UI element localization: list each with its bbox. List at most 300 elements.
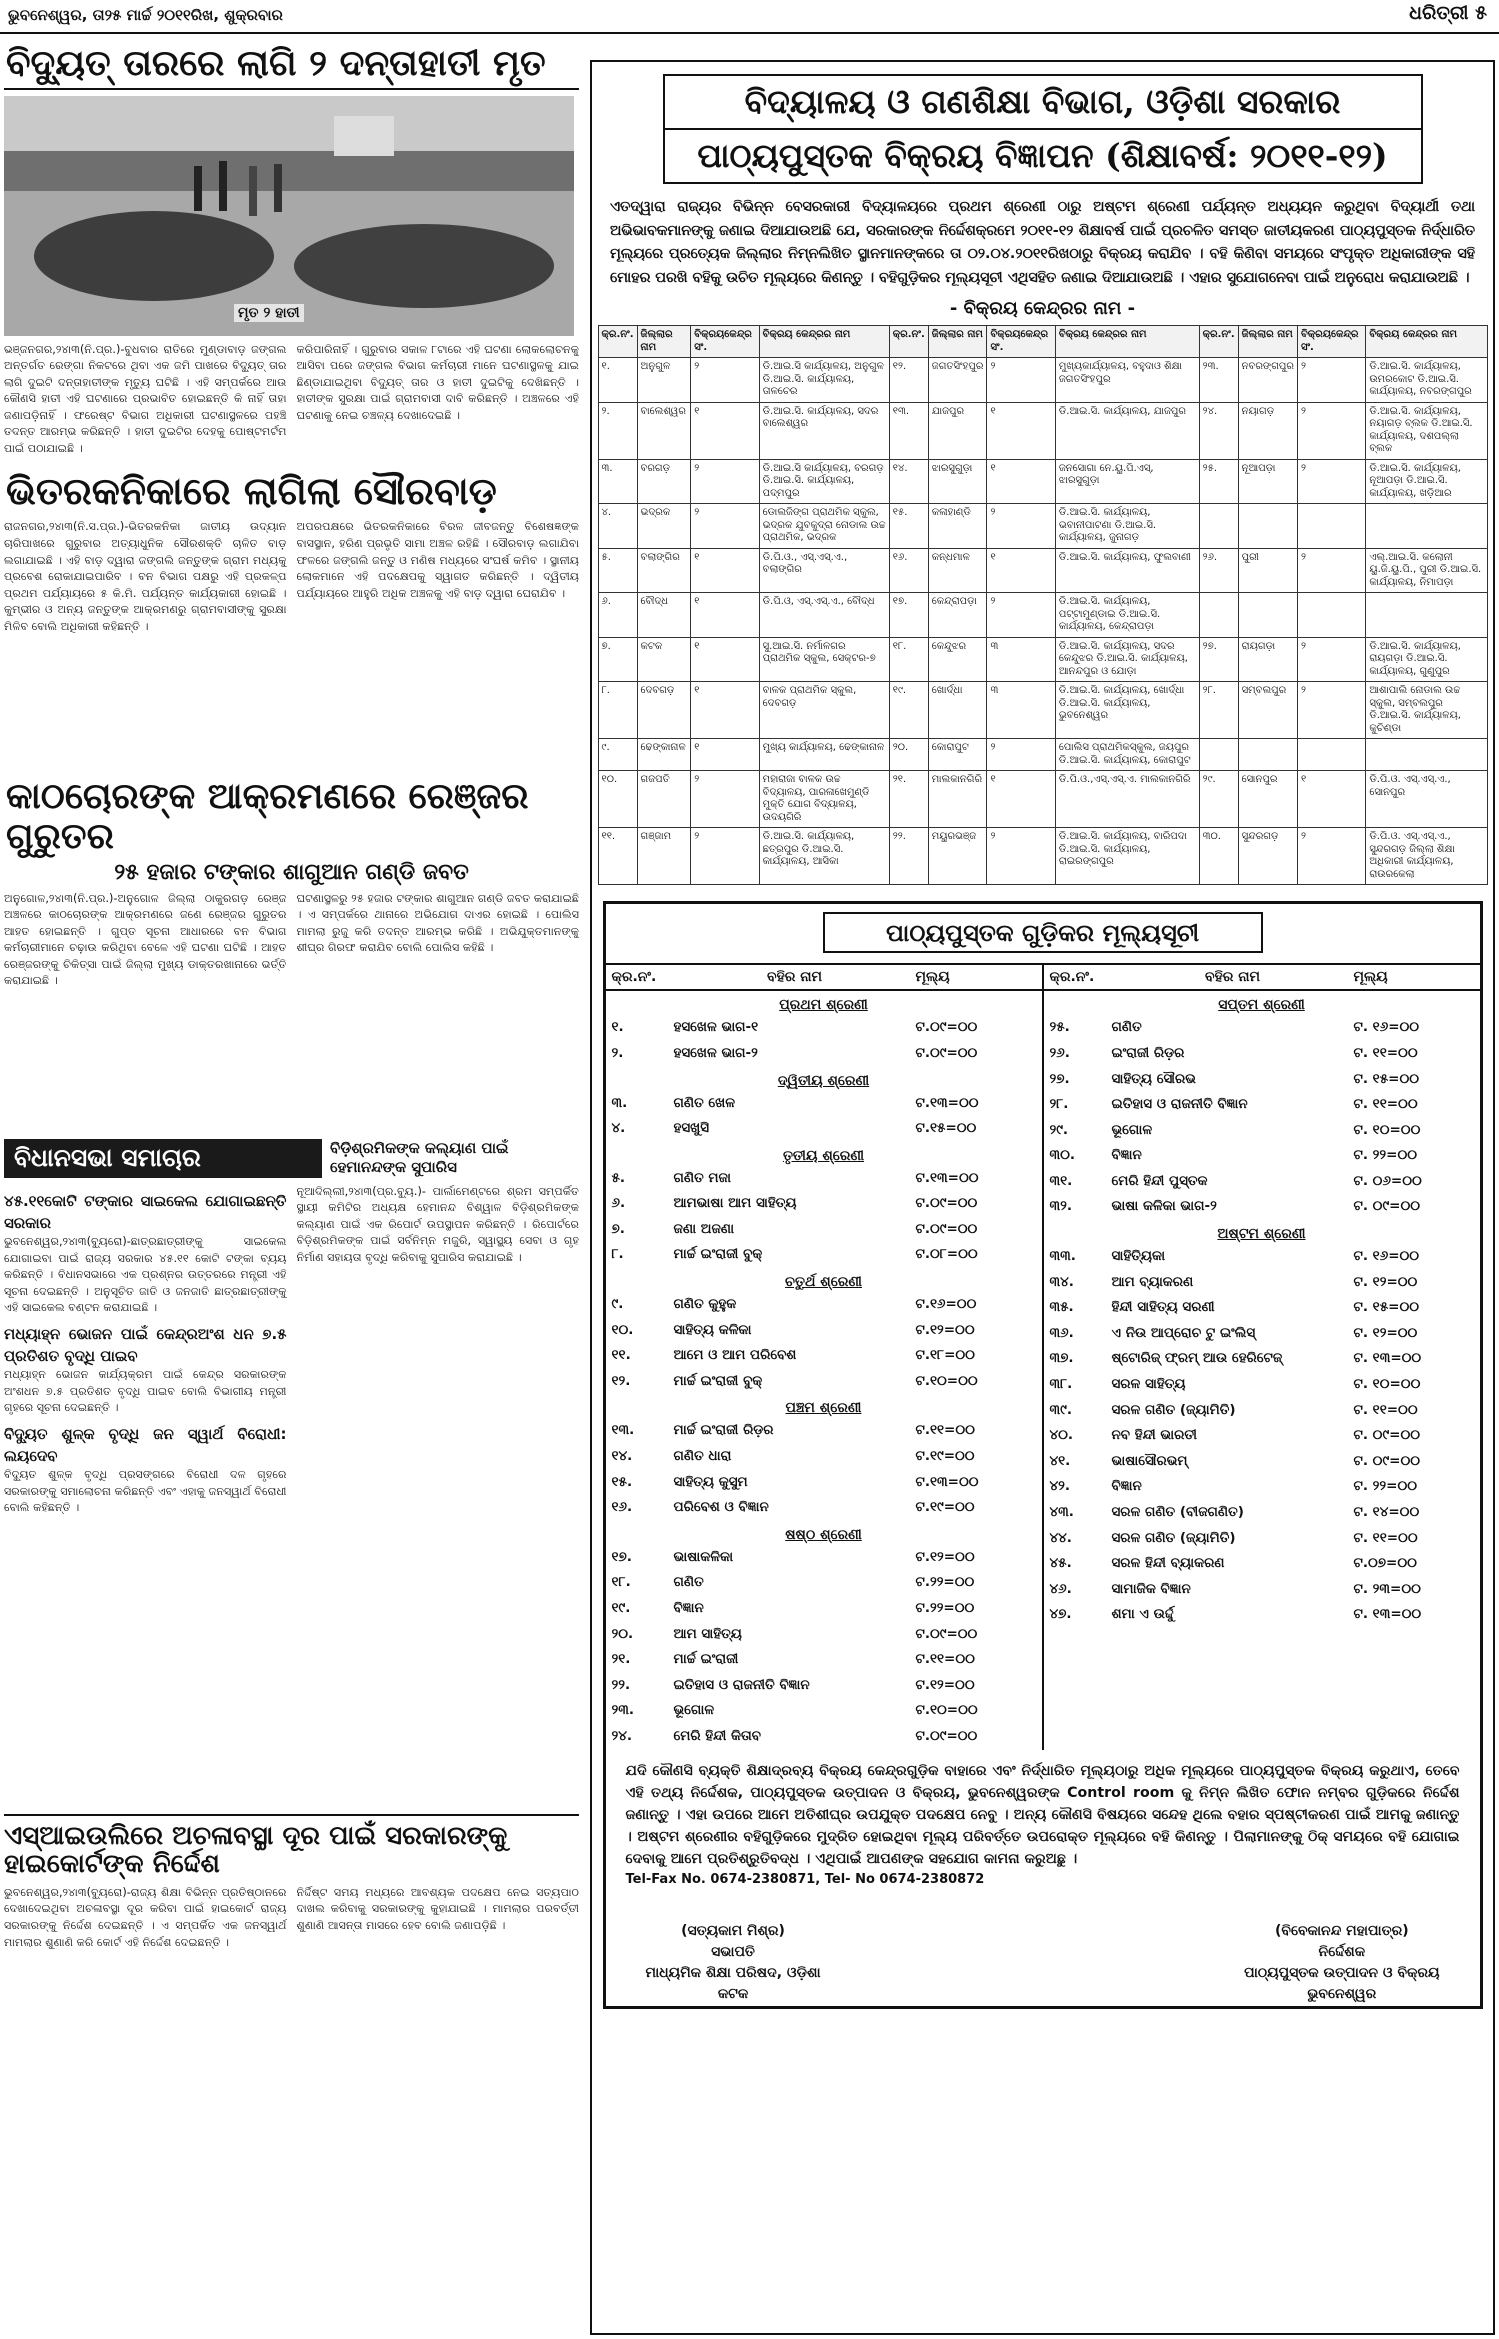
book-serial: ୯. — [611, 1296, 624, 1313]
book-name: ଷ୍ଟୋରିଜ୍ ଫ୍ରମ୍ ଆଉ ହେରିଟେଜ୍ — [1111, 1350, 1283, 1367]
table-cell: ବାଳକ ପ୍ରାଥମିକ ସ୍କୁଲ, ଦେବଗଡ଼ — [759, 682, 889, 739]
book-price: ଟ.୧୦=୦୦ — [915, 1702, 978, 1719]
table-cell — [1297, 504, 1365, 549]
price-row — [606, 1622, 1042, 1648]
table-cell: ମାଲକାନଗିରି — [928, 771, 987, 828]
table-cell: ୧ — [691, 402, 759, 459]
book-price: ଟ. ୧୧=୦୦ — [1353, 1044, 1418, 1061]
assembly-body — [4, 1184, 579, 1804]
book-serial: ୪୭. — [1049, 1606, 1072, 1623]
book-name: ବିଜ୍ଞାନ — [673, 1600, 704, 1616]
book-name: ଗଣିତ — [673, 1574, 704, 1591]
book-name: ସରଳ ସାହିତ୍ୟ — [1111, 1376, 1186, 1393]
price-row — [606, 1292, 1042, 1318]
assembly-sub2: ମଧ୍ୟାହ୍ନ ଭୋଜନ ପାଇଁ କେନ୍ଦ୍ରଅଂଶ ଧନ ୭.୫ ପ୍ରତିଶତ ବୃଦ୍ଧି ପାଇବ — [4, 1324, 287, 1366]
book-price: ଟ.୧୩=୦୦ — [915, 1169, 979, 1186]
book-name: ସାହିତ୍ୟ କୁସୁମ — [673, 1473, 748, 1490]
book-price: ଟ.୧୧=୦୦ — [915, 1422, 975, 1439]
table-cell: ବାଲେଶ୍ୱର — [637, 402, 691, 459]
book-serial: ୨୦. — [611, 1625, 634, 1642]
table-cell: ୨ — [987, 739, 1055, 771]
table-cell: ଗଜପତି — [637, 771, 691, 828]
book-serial: ୨୫. — [1049, 1019, 1070, 1036]
table-cell: ୨ — [1297, 637, 1365, 682]
story4-headline: ଏସ୍ଆଇଉଲିରେ ଅଚଳାବସ୍ଥା ଦୂର ପାଇଁ ସରକାରଙ୍କୁ ହାଇକୋର୍ଟଙ୍କ ନିର୍ଦ୍ଦେଶ — [4, 1814, 579, 1879]
table-cell: ୧ — [691, 593, 759, 638]
book-serial: ୧୩. — [611, 1422, 635, 1439]
ad-title-notice: ପାଠ୍ୟପୁସ୍ତକ ବିକ୍ରୟ ବିଜ୍ଞାପନ (ଶିକ୍ଷାବର୍ଷ: ୨୦୧୧-୧୨) — [697, 136, 1388, 175]
book-name: ଜଣା ଅଜଣା — [673, 1220, 735, 1237]
assembly-sub1: ୪୫.୧୧କୋଟି ଟଙ୍କାର ସାଇକେଲ ଯୋଗାଇଛନ୍ତି ସରକାର — [4, 1191, 287, 1232]
table-cell: ନୟାଗଡ଼ — [1238, 402, 1297, 459]
book-price: ଟ. ୨୩=୦୦ — [1353, 1580, 1421, 1597]
price-row — [606, 1217, 1042, 1243]
table-header-row — [598, 326, 1487, 358]
price-list-header — [606, 965, 1042, 991]
price-list — [606, 963, 1480, 1749]
book-serial: ୧୬. — [611, 1499, 633, 1516]
book-name: ସାମାଜିକ ବିଜ୍ଞାନ — [1111, 1580, 1191, 1597]
table-cell: ୭. — [598, 637, 637, 682]
table-cell: ୧. — [598, 358, 637, 403]
table-cell: ଢେଙ୍କାନାଳ — [637, 739, 691, 771]
paper-name-page: ଧରିତ୍ରୀ ୫ — [1409, 2, 1487, 24]
book-price: ଟ.୧୯=୦୦ — [915, 1499, 975, 1516]
table-cell: ଜନସୋଗା ନେ.ୟୁ.ପି.ଏସ୍, ଝାରସୁଗୁଡ଼ା — [1055, 459, 1199, 504]
book-serial: ୨୪. — [611, 1727, 633, 1744]
book-name: ଗଣିତ ମଜା — [673, 1169, 731, 1186]
table-cell: ୨୩. — [1199, 358, 1238, 403]
book-name: ଏ ନିଉ ଆପ୍ରୋଚ ଟୁ ଇଂଲିସ୍ — [1111, 1324, 1256, 1341]
price-list-header — [1044, 965, 1480, 991]
table-cell: ୩. — [598, 459, 637, 504]
book-serial: ୩୧. — [1049, 1172, 1073, 1189]
book-serial: ୪୧. — [1049, 1452, 1071, 1469]
table-cell: ମହାରାଜା ବାଳକ ଉଚ୍ଚ ବିଦ୍ୟାଳୟ, ପାରଳାଖେମୁଣ୍ଡି ମୁକ୍ତି ଯୋଗ ବିଦ୍ୟାଳୟ, ଉଦୟଗିରି — [759, 771, 889, 828]
story3-subheadline: ୨୫ ହଜାର ଟଙ୍କାର ଶାଗୁଆନ ଗଣ୍ଡି ଜବତ — [114, 858, 469, 885]
table-cell: ୧ — [987, 548, 1055, 593]
table-cell: ଡି.ପି.ଓ. ଏସ୍.ଏସ୍.ଏ., ସୁନ୍ଦରଗଡ଼ ଜିଲ୍ଲା ଶିକ୍ଷା ଅଧିକାରୀ କାର୍ଯ୍ୟାଳୟ, ରାଉରକେଲା — [1366, 828, 1487, 885]
table-cell: ୨୭. — [1199, 637, 1238, 682]
book-serial: ୪. — [611, 1120, 626, 1137]
assembly-banner: ବିଧାନସଭା ସମାଚାର — [4, 1139, 322, 1178]
story4-col2: ନିର୍ଦ୍ଦିଷ୍ଟ ସମୟ ମଧ୍ୟରେ ଆବଶ୍ୟକ ପଦକ୍ଷେପ ନେଇ ସତ୍ୟପାଠ ଦାଖଲ କରିବାକୁ ସରକାରଙ୍କୁ କୁହାଯାଇଛି । ମାମଲାର ପରବର୍ତ୍ତୀ ଶୁଣାଣି ଆସନ୍ତା ମାସରେ ହେବ ବୋଲି ଜଣାପଡ଼ିଛି । — [296, 1885, 579, 1932]
book-price: ଟ. ୧୧=୦୦ — [1353, 1401, 1418, 1418]
assembly-section — [4, 1139, 579, 1178]
book-name: ଗଣିତ ଖେଳ — [673, 1094, 736, 1111]
table-cell: ୨ — [691, 828, 759, 885]
book-serial: ୪୬. — [1049, 1580, 1072, 1597]
table-cell: ୨ — [691, 459, 759, 504]
table-cell: ପୁରୀ — [1238, 548, 1297, 593]
table-cell: ୨୬. — [1199, 548, 1238, 593]
table-cell: ମୟୁରଭଞ୍ଜ — [928, 828, 987, 885]
story2-body — [4, 519, 579, 769]
book-name: ଭୂଗୋଳ — [1111, 1121, 1153, 1138]
price-row — [606, 1570, 1042, 1596]
book-name: ବିଜ୍ଞାନ — [1111, 1478, 1142, 1495]
table-cell: କେନ୍ଦୁଝର — [928, 637, 987, 682]
price-row — [606, 1343, 1042, 1369]
book-price: ଟ.୨୨=୦୦ — [915, 1600, 975, 1616]
price-row — [1044, 1067, 1480, 1093]
class-heading: ଦ୍ୱିତୀୟ ଶ୍ରେଣୀ — [777, 1072, 870, 1089]
book-name: ସାହିତ୍ୟ ସୌରଭ — [1111, 1070, 1196, 1087]
contact-numbers: Tel-Fax No. 0674-2380871, Tel- No 0674-2380872 — [625, 1871, 985, 1887]
table-cell: ଡି.ଆଇ.ସି. କାର୍ଯ୍ୟାଳୟ, ସଦର କେନ୍ଦୁଝର ଡି.ଆଇ.ସି. କାର୍ଯ୍ୟାଳୟ, ଆନନ୍ଦପୁର ଓ ଯୋଡ଼ା — [1055, 637, 1199, 682]
book-name: ମାର୍ଚ୍ଚ ଇଂରାଜୀ ବୁକ୍ — [673, 1372, 763, 1389]
table-header-cell: ବିକ୍ରୟକେନ୍ଦ୍ର ସଂ. — [691, 326, 759, 358]
book-name: ମେରି ହିନ୍ଦୀ କିତାବ — [673, 1727, 761, 1744]
price-row — [606, 1470, 1042, 1496]
table-cell: ୨ — [987, 358, 1055, 403]
table-cell: ୨ — [1297, 459, 1365, 504]
price-row — [606, 1242, 1042, 1268]
book-name: ହସଖୁସି — [673, 1120, 710, 1137]
book-serial: ୮. — [611, 1246, 624, 1263]
assembly-text3: ମଧ୍ୟାହ୍ନ ଭୋଜନ କାର୍ଯ୍ୟକ୍ରମ ପାଇଁ କେନ୍ଦ୍ର ସରକାରଙ୍କ ଅଂଶଧନ ୭.୫ ପ୍ରତିଶତ ବୃଦ୍ଧି ପାଇବ ବୋଲି ବିଭାଗୀୟ ମନ୍ତ୍ରୀ ଗୃହରେ ସୂଚନା ଦେଇଛନ୍ତି । — [4, 1368, 287, 1415]
price-row — [1044, 1169, 1480, 1195]
price-row — [606, 1647, 1042, 1673]
price-row — [1044, 1449, 1480, 1475]
book-price: ଟ. ୧୩=୦୦ — [1353, 1606, 1422, 1623]
book-price: ଟ. ୧୧=୦୦ — [1353, 1096, 1418, 1113]
table-cell: ୨୮. — [1199, 682, 1238, 739]
news-column — [4, 40, 579, 2335]
table-cell: ଆଶାପାଲି ନୋଡାଲ ଉଚ୍ଚ ସ୍କୁଲ, ସମ୍ବଲପୁର ଡି.ଆଇ.ସି. କାର୍ଯ୍ୟାଳୟ, କୁଚିଣ୍ଡା — [1366, 682, 1487, 739]
book-name: ଇତିହାସ ଓ ରାଜନୀତି ବିଜ୍ଞାନ — [1111, 1096, 1248, 1113]
book-price: ଟ.୦୯=୦୦ — [915, 1220, 978, 1237]
book-name: ଆମଭାଷା ଆମ ସାହିତ୍ୟ — [673, 1195, 797, 1212]
table-cell: ୧ — [691, 739, 759, 771]
table-header-cell: ବିକ୍ରୟ କେନ୍ଦ୍ରର ନାମ — [1366, 326, 1487, 358]
book-serial: ୨୭. — [1049, 1070, 1070, 1087]
book-price: ଟ.୨୨=୦୦ — [915, 1574, 975, 1591]
book-serial: ୪୩. — [1049, 1504, 1074, 1520]
table-header-cell: କ୍ର.ନଂ. — [889, 326, 928, 358]
book-name: ଶମା ଏ ଉର୍ଦ୍ଦୁ — [1111, 1606, 1174, 1623]
table-cell — [1238, 739, 1297, 771]
table-cell: ୨ — [987, 504, 1055, 549]
book-serial: ୪୦. — [1049, 1427, 1074, 1444]
story1-body — [4, 342, 579, 460]
table-header-cell: ବିକ୍ରୟକେନ୍ଦ୍ର ସଂ. — [987, 326, 1055, 358]
book-serial: ୭. — [611, 1220, 625, 1237]
price-list-right — [1042, 965, 1480, 1749]
book-name: ସରଳ ହିନ୍ଦୀ ବ୍ୟାକରଣ — [1111, 1555, 1225, 1572]
book-name: ବିଜ୍ଞାନ — [1111, 1147, 1142, 1164]
table-header-cell: କ୍ର.ନଂ. — [598, 326, 637, 358]
price-row — [606, 1418, 1042, 1444]
book-price: ଟ.୧୨=୦୦ — [915, 1548, 975, 1565]
masthead — [0, 0, 1499, 34]
price-row — [1044, 1118, 1480, 1144]
price-row — [1044, 1398, 1480, 1424]
book-price: ଟ.୧୫=୦୦ — [915, 1120, 977, 1137]
table-cell: ୯. — [598, 739, 637, 771]
header-sl: କ୍ର.ନଂ. — [611, 969, 657, 986]
table-cell: ଡି.ଆଇ.ସି. କାର୍ଯ୍ୟାଳୟ, ରାୟଗଡ଼ା ଡି.ଆଇ.ସି. କାର୍ଯ୍ୟାଳୟ, ଗୁଣୁପୁର — [1366, 637, 1487, 682]
table-cell: ଡି.ଆଇ.ସି. କାର୍ଯ୍ୟାଳୟ, ପଟ୍ଟାମୁଣ୍ଡାଇ ଡି.ଆଇ.ସି. କାର୍ଯ୍ୟାଳୟ, କେନ୍ଦ୍ରାପଡ଼ା — [1055, 593, 1199, 638]
table-cell: ୨୨. — [889, 828, 928, 885]
class-heading: ଷଷ୍ଠ ଶ୍ରେଣୀ — [785, 1526, 862, 1543]
table-cell: ୧ — [987, 771, 1055, 828]
book-serial: ୩୫. — [1049, 1299, 1074, 1316]
table-row — [598, 504, 1487, 549]
book-name: ମାର୍ଚ୍ଚ ଇଂରାଜୀ ରିଡ଼ର — [673, 1422, 774, 1439]
ad-title-box — [663, 74, 1423, 184]
table-cell: ଡି.ପି.ଓ, ଏସ୍.ଏସ୍.ଏ., ବୌଦ୍ଧ — [759, 593, 889, 638]
table-cell: ନୂଆପଡ଼ା — [1238, 459, 1297, 504]
book-price: ଟ. ୦୯=୦୦ — [1353, 1452, 1421, 1469]
table-cell: ଡି.ଆଇ.ସି. କାର୍ଯ୍ୟାଳୟ, ଛତ୍ରପୁର ଡି.ଆଇ.ସି. କାର୍ଯ୍ୟାଳୟ, ଆସିକା — [759, 828, 889, 885]
table-cell: ସୋନପୁର — [1238, 771, 1297, 828]
book-name: ସରଳ ଗଣିତ (ଜ୍ୟାମିତି) — [1111, 1401, 1236, 1418]
table-cell — [1238, 504, 1297, 549]
table-cell: ୧୦. — [598, 771, 637, 828]
table-header-cell: ବିକ୍ରୟକେନ୍ଦ୍ର ସଂ. — [1297, 326, 1365, 358]
book-serial: ୧୦. — [611, 1321, 634, 1338]
table-cell: ଏଲ୍.ଆଇ.ସି. କଲୋନୀ ୟୁ.ଜି.ୟୁ.ପି., ପୁରୀ ଡି.ଆଇ.ସି. କାର୍ଯ୍ୟାଳୟ, ନିମାପଡ଼ା — [1366, 548, 1487, 593]
table-cell: କନ୍ଧମାଳ — [928, 548, 987, 593]
price-row — [606, 1673, 1042, 1699]
table-cell: କୋରାପୁଟ — [928, 739, 987, 771]
table-cell: ୧୯. — [889, 682, 928, 739]
story3-body — [4, 891, 579, 1131]
table-cell — [1366, 739, 1487, 771]
sales-centres-title: - ବିକ୍ରୟ କେନ୍ଦ୍ରର ନାମ - — [949, 298, 1136, 320]
table-cell: ୧ — [1297, 771, 1365, 828]
table-header-cell: ଜିଲ୍ଲାର ନାମ — [928, 326, 987, 358]
price-row — [606, 1698, 1042, 1724]
table-cell: ୨ — [691, 504, 759, 549]
book-price: ଟ.୦୯=୦୦ — [915, 1625, 978, 1642]
book-price: ଟ.୧୩=୦୦ — [915, 1473, 979, 1490]
book-name: ମାର୍ଚ୍ଚ ଇଂରାଜୀ ବୁକ୍ — [673, 1246, 763, 1263]
table-cell: ୧ — [987, 459, 1055, 504]
price-row — [1044, 1244, 1480, 1270]
book-serial: ୨୬. — [1049, 1044, 1070, 1061]
book-serial: ୧୯. — [611, 1600, 631, 1616]
price-row — [1044, 1372, 1480, 1398]
table-cell: ଡି.ପି.ଓ., ଏସ୍.ଏସ୍.ଏ., ବଲାଙ୍ଗିର — [759, 548, 889, 593]
table-cell: ୬. — [598, 593, 637, 638]
table-cell: ଗଞ୍ଜାମ — [637, 828, 691, 885]
book-name: ମାର୍ଚ୍ଚ ଇଂରାଜୀ — [673, 1651, 739, 1668]
price-row — [1044, 1041, 1480, 1067]
book-serial: ୪୫. — [1049, 1555, 1072, 1572]
book-serial: ୩୭. — [1049, 1350, 1074, 1367]
table-cell: ଡି.ପି.ଓ. ଏସ୍.ଏସ୍.ଏ., ସୋନପୁର — [1366, 771, 1487, 828]
book-serial: ୫. — [611, 1169, 626, 1186]
table-cell: ୪. — [598, 504, 637, 549]
book-price: ଟ. ୧୬=୦୦ — [1353, 1019, 1420, 1036]
table-cell: ଡି.ଆଇ.ସି. କାର୍ଯ୍ୟାଳୟ, ଯାଜପୁର — [1055, 402, 1199, 459]
table-cell: ଡି.ଆଇ.ସି. କାର୍ଯ୍ୟାଳୟ, ବାରିପଦା ଡି.ଆଇ.ସି. କାର୍ଯ୍ୟାଳୟ, ରାଇରଙ୍ଗପୁର — [1055, 828, 1199, 885]
price-row — [1044, 1143, 1480, 1169]
book-name: ଆମେ ଓ ଆମ ପରିବେଶ — [673, 1347, 797, 1364]
price-list-box — [603, 901, 1483, 2009]
book-serial: ୩୪. — [1049, 1273, 1074, 1290]
table-cell — [1297, 593, 1365, 638]
book-price: ଟ. ୦୯=୦୦ — [1353, 1198, 1421, 1215]
table-cell: ୨ — [1297, 682, 1365, 739]
book-name: ନବ ହିନ୍ଦୀ ଭାରତୀ — [1111, 1427, 1197, 1444]
table-row — [598, 637, 1487, 682]
table-cell: ୧ — [691, 682, 759, 739]
price-row — [1044, 1500, 1480, 1526]
book-serial: ୬. — [611, 1195, 626, 1212]
table-cell: ବଲାଙ୍ଗିର — [637, 548, 691, 593]
book-name: ଭାଷାକଳିକା — [673, 1548, 734, 1565]
table-cell: ଡି.ଆଇ.ସି. କାର୍ଯ୍ୟାଳୟ, ଭବାନୀପାଟଣା ଡି.ଆଇ.ସି. କାର୍ଯ୍ୟାଳୟ, ଜୁନାଗଡ଼ — [1055, 504, 1199, 549]
table-cell: ମୁଖ୍ୟ କାର୍ଯ୍ୟାଳୟ, ଢେଙ୍କାନାଳ — [759, 739, 889, 771]
assembly-col2 — [297, 1184, 580, 1804]
book-serial: ୩. — [611, 1094, 628, 1111]
table-cell: ୮. — [598, 682, 637, 739]
table-cell: ଡି.ଆଇ.ସି. କାର୍ଯ୍ୟାଳୟ, ନୂଆପଡ଼ା ଡି.ଆଇ.ସି. କାର୍ଯ୍ୟାଳୟ, ଖଡ଼ିଆର — [1366, 459, 1487, 504]
table-cell: ୨୧. — [889, 771, 928, 828]
price-row — [1044, 1194, 1480, 1220]
table-cell — [1238, 593, 1297, 638]
table-cell: ୨ — [1297, 548, 1365, 593]
story2-headline: ଭିତରକନିକାରେ ଲାଗିଲା ସୌରବାଡ଼ — [6, 467, 497, 513]
book-name: ଗଣିତ — [1111, 1019, 1142, 1036]
assembly-sub3: ବିଦ୍ୟୁତ ଶୁଳ୍କ ବୃଦ୍ଧି ଜନ ସ୍ୱାର୍ଥ ବିରୋଧୀ: ଲୟଦେବ — [4, 1424, 287, 1466]
table-cell: ୨ — [1297, 402, 1365, 459]
table-cell: ୧ — [691, 548, 759, 593]
book-name: ପରିବେଶ ଓ ବିଜ୍ଞାନ — [673, 1499, 769, 1516]
assembly-text1: ଭୁବନେଶ୍ୱର,୨୪ା୩(ବ୍ୟୁରୋ)-ଛାତ୍ରଛାତ୍ରୀଙ୍କୁ ସାଇକେଲ ଯୋଗାଇବା ପାଇଁ ରାଜ୍ୟ ସରକାର ୪୫.୧୧ କୋଟି ଟଙ୍କା ବ୍ୟୟ କରିଛନ୍ତି । ବିଧାନସଭାରେ ଏକ ପ୍ରଶ୍ନର ଉତ୍ତରରେ ମନ୍ତ୍ରୀ ଏହି ସୂଚନା ଦେଇଛନ୍ତି । ଅନୁସୂଚିତ ଜାତି ଓ ଜନଜାତି ଛାତ୍ରଛାତ୍ରୀଙ୍କୁ ଏହି ସାଇକେଲ ବଣ୍ଟନ କରାଯାଇଛି । — [4, 1234, 287, 1315]
table-row — [598, 593, 1487, 638]
assembly-col1 — [4, 1184, 287, 1804]
book-serial: ୩୬. — [1049, 1324, 1074, 1341]
photo-illustration — [4, 96, 574, 336]
table-cell — [1366, 504, 1487, 549]
table-cell: ଝାରସୁଗୁଡ଼ା — [928, 459, 987, 504]
table-row — [598, 739, 1487, 771]
assembly-text2: ନୂଆଦିଲ୍ଲୀ,୨୪ା୩(ପ୍ର.ବ୍ୟୁ.)- ପାର୍ଲାମେଣ୍ଟରେ ଶ୍ରମ ସମ୍ପର୍କିତ ସ୍ଥାୟୀ କମିଟିର ଅଧ୍ୟକ୍ଷ ହେମାନନ୍ଦ ବିଶ୍ୱାଳ ବିଡ଼ିଶ୍ରମିକଙ୍କ କଲ୍ୟାଣ ପାଇଁ ଏକ ରିପୋର୍ଟ ଉପସ୍ଥାପନ କରିଛନ୍ତି । ରିପୋର୍ଟରେ ବିଡ଼ିଶ୍ରମିକଙ୍କ ପାଇଁ ସର୍ବନିମ୍ନ ମଜୁରି, ସ୍ୱାସ୍ଥ୍ୟ ସେବା ଓ ଗୃହ ନିର୍ମାଣ ସହାୟତା ବୃଦ୍ଧି କରିବାକୁ ସୁପାରିସ କରାଯାଇଛି । — [296, 1184, 579, 1264]
sales-centres-table — [598, 325, 1488, 885]
table-row — [598, 358, 1487, 403]
signatory-designation: ସଭାପତି — [711, 1943, 755, 1960]
table-cell: ୨୫. — [1199, 459, 1238, 504]
price-row — [1044, 1092, 1480, 1118]
table-header-cell: ଜିଲ୍ଲାର ନାମ — [637, 326, 691, 358]
book-price: ଟ. ୧୬=୦୦ — [1353, 1248, 1420, 1265]
book-serial: ୨୮. — [1049, 1096, 1069, 1113]
book-name: ଭାଷାସୌରଭମ୍ — [1111, 1452, 1188, 1469]
price-row — [606, 1041, 1042, 1067]
table-cell: ସୁ.ଆଇ.ସି. ନର୍ମାଳଗର ପ୍ରାଥମିକ ସ୍କୁଲ, ସେକ୍ଟର-୭ — [759, 637, 889, 682]
price-list-left — [606, 965, 1042, 1749]
book-price: ଟ. ୧୦=୦୦ — [1353, 1121, 1421, 1138]
header-sl: କ୍ର.ନଂ. — [1049, 969, 1095, 986]
book-name: ସରଳ ଗଣିତ (ବୀଜଗଣିତ) — [1111, 1504, 1244, 1520]
book-name: ଭାଷା କଳିକା ଭାଗ-୨ — [1111, 1198, 1217, 1215]
book-name: ଆମ ବ୍ୟାକରଣ — [1111, 1273, 1194, 1290]
complaint-notice: ଯଦି କୌଣସି ବ୍ୟକ୍ତି ଶିକ୍ଷାଦ୍ରବ୍ୟ ବିକ୍ରୟ କେନ୍ଦ୍ରଗୁଡ଼ିକ ବାହାରେ ଏବଂ ନିର୍ଦ୍ଧାରିତ ମୂଲ୍ୟଠାରୁ ଅଧିକ ମୂଲ୍ୟରେ ପାଠ୍ୟପୁସ୍ତକ ବିକ୍ରୟ କରୁଥାଏ, ତେବେ ଏହି ତଥ୍ୟ ନିର୍ଦ୍ଦେଶକ, ପାଠ୍ୟପୁସ୍ତକ ଉତ୍ପାଦନ ଓ ବିକ୍ରୟ, ଭୁବନେଶ୍ୱରଙ୍କ Control room କୁ ନିମ୍ନ ଲିଖିତ ଫୋନ ନମ୍ବର ଗୁଡ଼ିକରେ ନିର୍ଦ୍ଦେଶ ଜଣାନ୍ତୁ । ଏହା ଉପରେ ଆମେ ଅତିଶୀଘ୍ର ଉପଯୁକ୍ତ ପଦକ୍ଷେପ ନେବୁ । ଅନ୍ୟ କୌଣସି ବିଷୟରେ ସନ୍ଦେହ ଥିଲେ ବହାର ସ୍ପଷ୍ଟୀକରଣ ପାଇଁ ଆମକୁ ଜଣାନ୍ତୁ । ଅଷ୍ଟମ ଶ୍ରେଣୀର ବହିଗୁଡ଼ିକରେ ମୁଦ୍ରିତ ହୋଇଥିବା ମୂଲ୍ୟ ପରିବର୍ତ୍ତେ ଉପରୋକ୍ତ ମୂଲ୍ୟରେ ବହି କିଣନ୍ତୁ । ପିଲାମାନଙ୍କୁ ଠିକ୍ ସମୟରେ ବହି ଯୋଗାଇ ଦେବାକୁ ଆମେ ପ୍ରତିଶ୍ରୁତିବଦ୍ଧ । ଏଥିପାଇଁ ଆପଣଙ୍କ ସହଯୋଗ କାମନା କରୁଅଛୁ । — [625, 1762, 1460, 1867]
book-price: ଟ.୧୨=୦୦ — [915, 1676, 975, 1693]
price-row — [606, 1191, 1042, 1217]
class-heading: ପ୍ରଥମ ଶ୍ରେଣୀ — [779, 997, 868, 1014]
table-row — [598, 548, 1487, 593]
table-cell: ସମ୍ବଲପୁର — [1238, 682, 1297, 739]
book-name: ହସଖେଳ ଭାଗ-୨ — [673, 1044, 758, 1061]
book-price: ଟ. ୦୯=୦୦ — [1353, 1427, 1421, 1444]
book-serial: ୨. — [611, 1044, 624, 1061]
price-row — [606, 1444, 1042, 1470]
signatory-place: କଟକ — [717, 1985, 749, 2002]
table-cell: ବରଗଡ଼ — [637, 459, 691, 504]
price-row — [1044, 1346, 1480, 1372]
book-serial: ୧୨. — [611, 1372, 631, 1389]
table-cell: ଡି.ଆଇ.ସି. କାର୍ଯ୍ୟାଳୟ, ଖୋର୍ଦ୍ଧା ଡି.ଆଇ.ସି. କାର୍ଯ୍ୟାଳୟ, ଭୁବନେଶ୍ୱର — [1055, 682, 1199, 739]
book-name: ସରଳ ଗଣିତ (ଜ୍ୟାମିତି) — [1111, 1529, 1236, 1546]
signatories — [606, 1887, 1480, 2005]
table-cell: ୨ — [987, 593, 1055, 638]
header-price: ମୂଲ୍ୟ — [1353, 969, 1388, 986]
table-cell: ଡି.ଆଇ.ସି କାର୍ଯ୍ୟାଳୟ, ବରଗଡ଼ ଡି.ଆଇ.ସି. କାର୍ଯ୍ୟାଳୟ, ପଦ୍ମପୁର — [759, 459, 889, 504]
table-cell: ଡି.ଆଇ.ସି. କାର୍ଯ୍ୟାଳୟ, ଉମରକୋଟ ଡି.ଆଇ.ସି. କାର୍ଯ୍ୟାଳୟ, ନବରଙ୍ଗପୁର — [1366, 358, 1487, 403]
table-cell: ସୁନ୍ଦରଗଡ଼ — [1238, 828, 1297, 885]
table-cell: ୨୯. — [1199, 771, 1238, 828]
table-cell: ଅନୁଗୁଳ — [637, 358, 691, 403]
signatory-office: ମାଧ୍ୟମିକ ଶିକ୍ଷା ପରିଷଦ, ଓଡ଼ିଶା — [645, 1964, 821, 1981]
elephant-photo — [4, 96, 574, 336]
price-row — [1044, 1015, 1480, 1041]
table-cell: ୧୫. — [889, 504, 928, 549]
table-cell: ବୌଦ୍ଧ — [637, 593, 691, 638]
price-row — [606, 1318, 1042, 1344]
price-row — [606, 1091, 1042, 1117]
book-price: ଟ. ୧୨=୦୦ — [1353, 1273, 1418, 1290]
price-row — [606, 1369, 1042, 1395]
table-cell: ୫. — [598, 548, 637, 593]
book-price: ଟ.୧୯=୦୦ — [915, 1448, 975, 1465]
book-name: ଭୂଗୋଳ — [673, 1702, 715, 1719]
book-name: ଗଣିତ ଧାରା — [673, 1448, 732, 1465]
price-row — [606, 1116, 1042, 1142]
price-row — [606, 1495, 1042, 1521]
price-row — [1044, 1526, 1480, 1552]
table-cell: ୧୬. — [889, 548, 928, 593]
table-cell: ଡି.ଆଇ.ସି. କାର୍ଯ୍ୟାଳୟ, ଫୁଲବାଣୀ — [1055, 548, 1199, 593]
price-row — [606, 1166, 1042, 1192]
book-serial: ୩୩. — [1049, 1248, 1076, 1265]
story4-body — [4, 1885, 579, 2145]
table-cell: ୨ — [1297, 828, 1365, 885]
book-price: ଟ. ୨୨=୦୦ — [1353, 1478, 1417, 1495]
table-cell — [1199, 593, 1238, 638]
book-name: ଇଂରାଜୀ ରିଡ଼ର — [1111, 1044, 1185, 1061]
table-cell: ୨ — [1297, 358, 1365, 403]
book-serial: ୧୭. — [611, 1548, 632, 1565]
book-name: ହିନ୍ଦୀ ସାହିତ୍ୟ ସରଣୀ — [1111, 1299, 1215, 1316]
table-cell: ଜଗତସିଂହପୁର — [928, 358, 987, 403]
price-list-title: ପାଠ୍ୟପୁସ୍ତକ ଗୁଡ଼ିକର ମୂଲ୍ୟସୂଚୀ — [823, 912, 1263, 953]
table-row — [598, 771, 1487, 828]
class-heading: ତୃତୀୟ ଶ୍ରେଣୀ — [782, 1147, 865, 1164]
book-price: ଟ.୧୩=୦୦ — [915, 1094, 979, 1111]
price-row — [1044, 1295, 1480, 1321]
signatory-designation: ନିର୍ଦ୍ଦେଶକ — [1318, 1943, 1366, 1960]
book-price: ଟ.୧୨=୦୦ — [915, 1321, 975, 1338]
book-price: ଟ.୧୬=୦୦ — [915, 1296, 977, 1313]
book-serial: ୨୨. — [611, 1676, 631, 1693]
table-cell: ପୋଲିସ ପ୍ରାଥମିକସ୍କୁଲ, ଜୟପୁର ଡି.ଆଇ.ସି. କାର୍ଯ୍ୟାଳୟ, କୋରାପୁଟ — [1055, 739, 1199, 771]
table-cell: ୨. — [598, 402, 637, 459]
